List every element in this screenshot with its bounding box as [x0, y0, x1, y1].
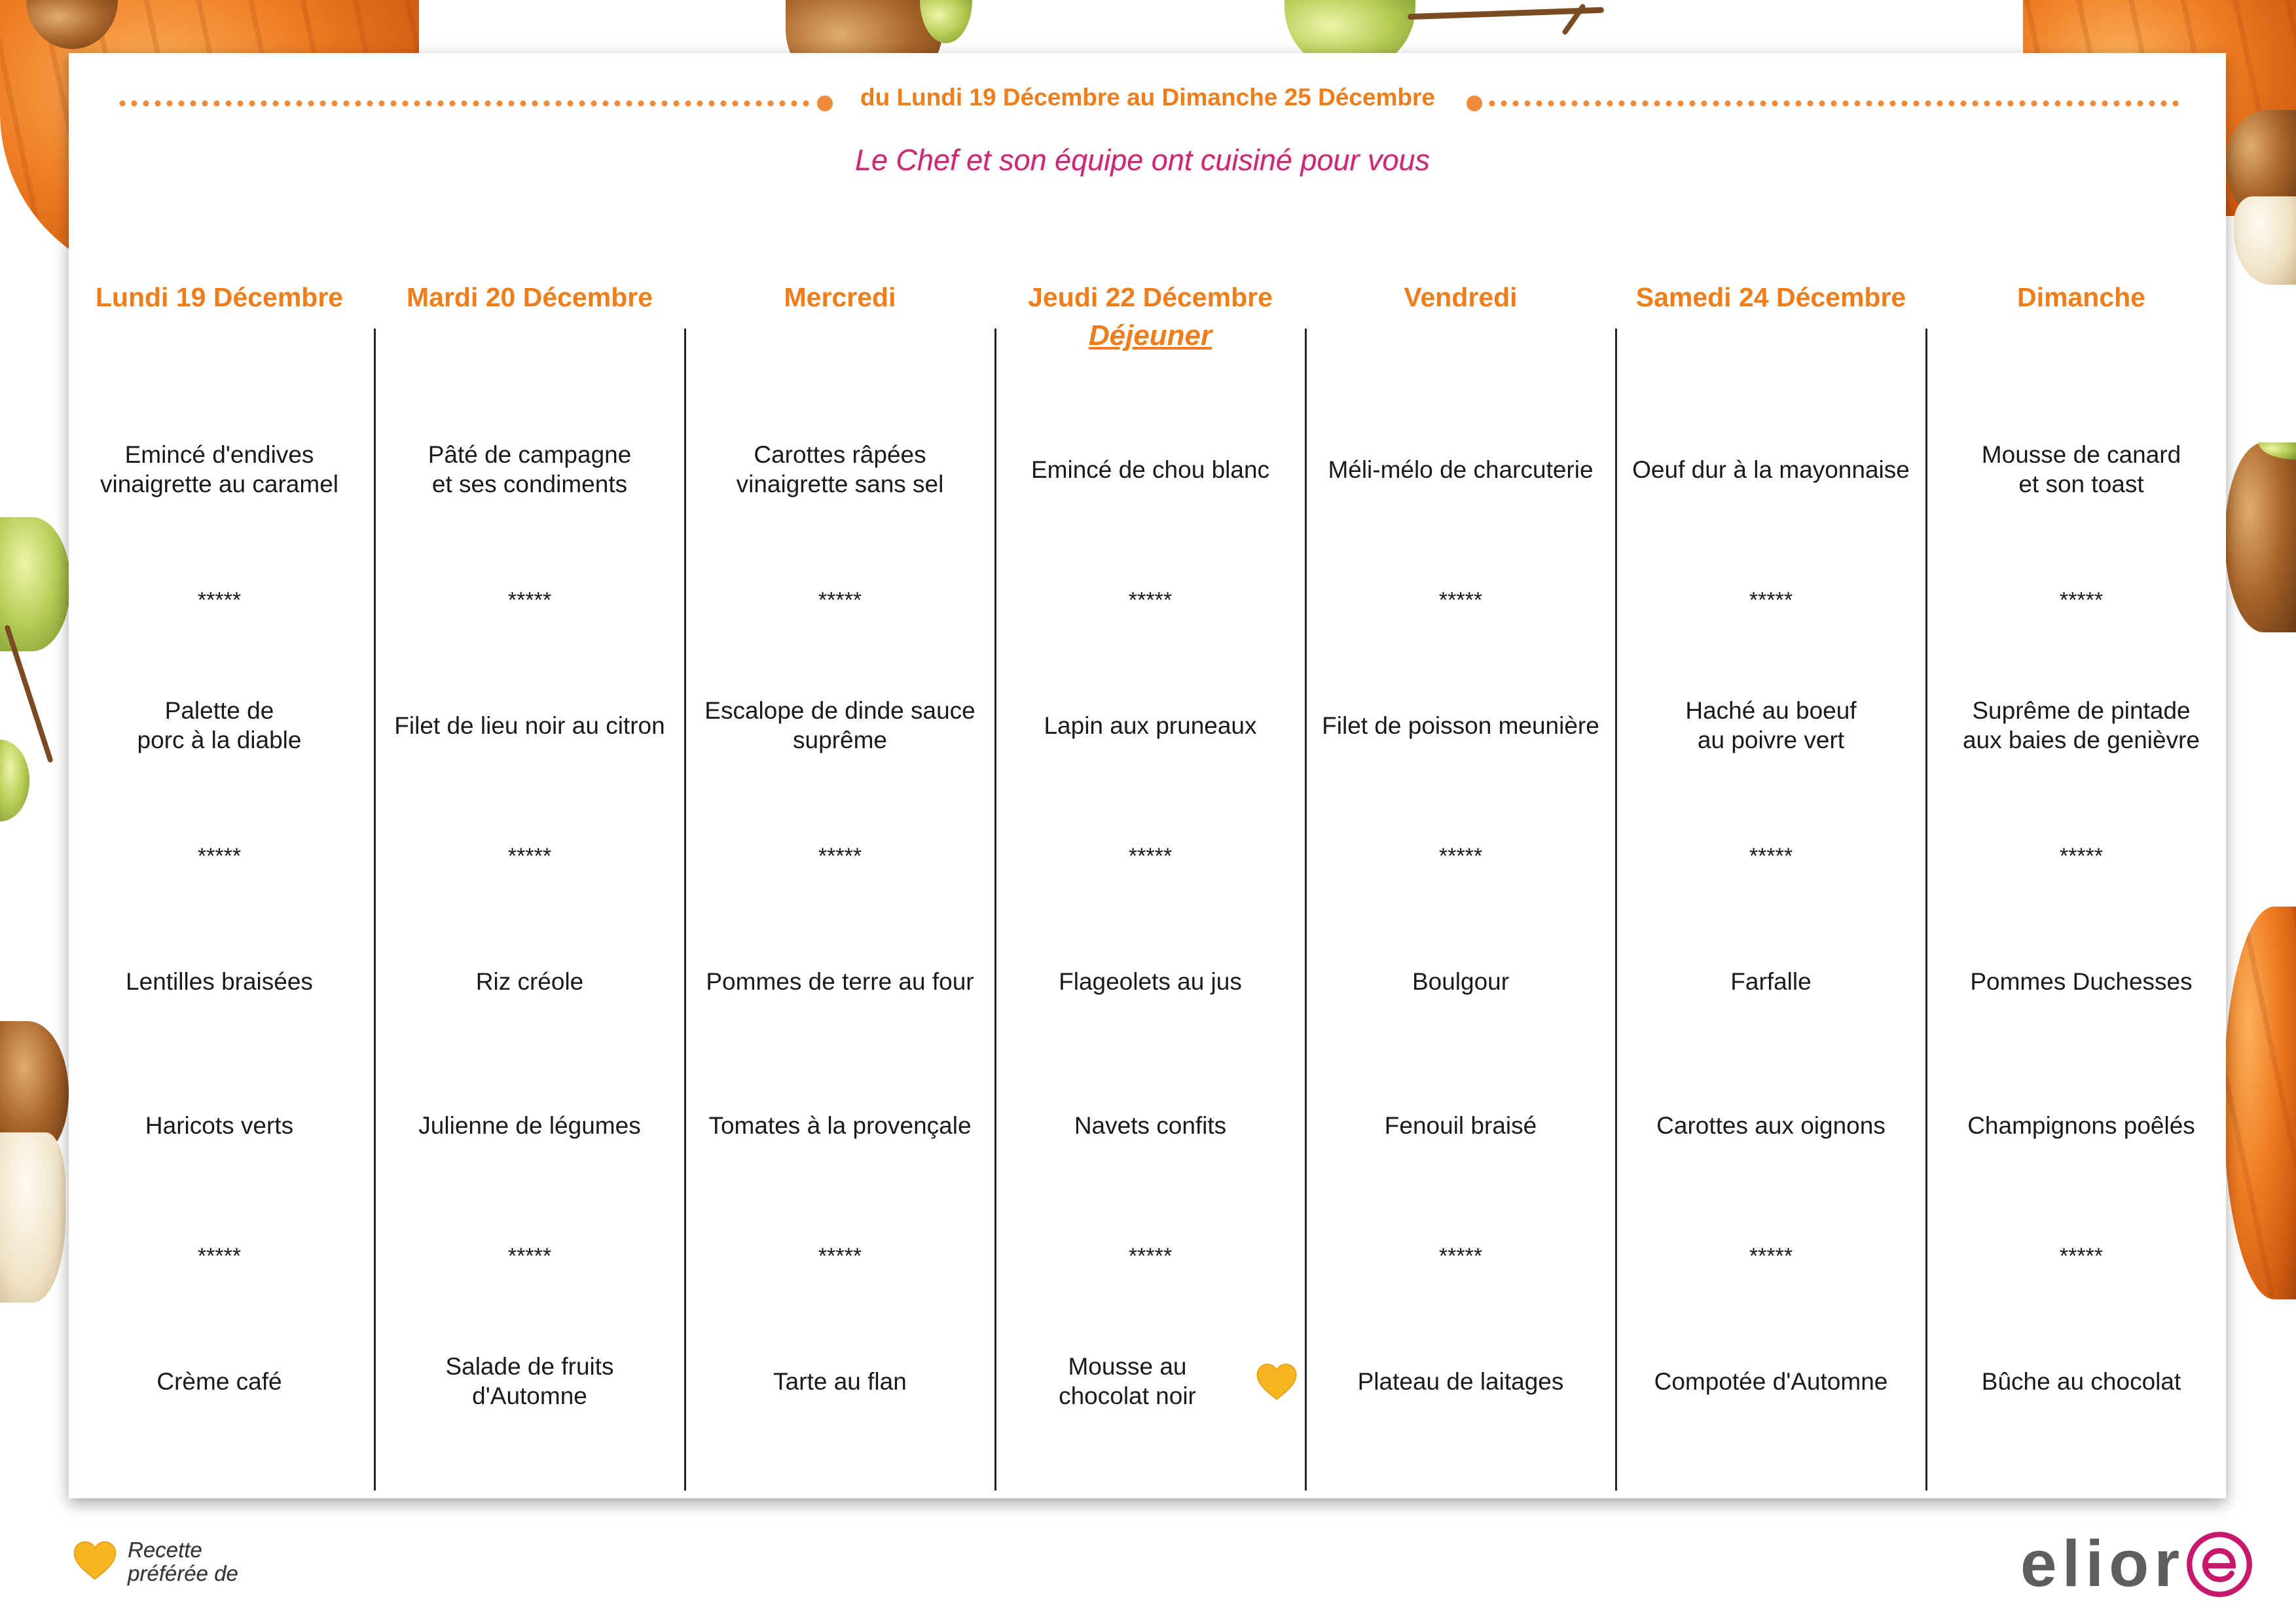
starter: Oeuf dur à la mayonnaise: [1632, 456, 1910, 483]
meal-label: Déjeuner: [1088, 319, 1212, 352]
starter: Carottes râpées vinaigrette sans sel: [736, 441, 944, 497]
day-header: Mardi 20 Décembre: [406, 282, 653, 312]
side-dish: Fenouil braisé: [1384, 1111, 1537, 1139]
course-separator: *****: [197, 1243, 242, 1269]
side-dish: Carottes aux oignons: [1656, 1111, 1886, 1139]
day-column-mercredi: [685, 0, 995, 1506]
course-separator: *****: [1438, 587, 1483, 613]
course-separator: *****: [818, 587, 862, 613]
mushroom-stem-decoration-right: [2234, 196, 2296, 285]
course-separator: *****: [507, 843, 552, 869]
day-column-mardi: [374, 0, 685, 1506]
day-header: Samedi 24 Décembre: [1635, 282, 1906, 312]
course-separator: *****: [1749, 843, 1793, 869]
side-dish: Navets confits: [1074, 1111, 1227, 1139]
side-dish: Julienne de légumes: [418, 1111, 641, 1139]
side-dish: Lentilles braisées: [126, 967, 313, 995]
day-header: Vendredi: [1404, 282, 1518, 312]
dessert: Crème café: [156, 1367, 282, 1395]
starter: Emincé de chou blanc: [1030, 456, 1270, 483]
side-dish: Boulgour: [1412, 967, 1510, 995]
side-dish: Pommes de terre au four: [706, 967, 974, 995]
side-dish: Tomates à la provençale: [708, 1111, 972, 1139]
day-column-vendredi: [1305, 0, 1616, 1506]
day-header: Mercredi: [784, 282, 896, 312]
course-separator: *****: [1438, 843, 1483, 869]
main-course: Lapin aux pruneaux: [1044, 712, 1257, 739]
course-separator: *****: [507, 1243, 552, 1269]
course-separator: *****: [1128, 843, 1173, 869]
course-separator: *****: [818, 1243, 862, 1269]
side-dish: Pommes Duchesses: [1970, 967, 2193, 995]
side-dish: Champignons poêlés: [1967, 1111, 2195, 1139]
side-dish: Haricots verts: [145, 1111, 294, 1139]
main-course: Palette de porc à la diable: [137, 697, 302, 753]
day-header: Jeudi 22 Décembre: [1028, 282, 1273, 312]
mushroom-stem-decoration-left: [0, 1132, 65, 1303]
heart-icon: [70, 1537, 120, 1584]
day-header: Lundi 19 Décembre: [95, 282, 344, 312]
course-separator: *****: [1128, 1243, 1173, 1269]
heart-icon: [1253, 1360, 1300, 1404]
dessert: Bûche au chocolat: [1981, 1367, 2181, 1395]
dessert: Plateau de laitages: [1357, 1367, 1564, 1395]
main-course: Suprême de pintade aux baies de genièvre: [1962, 697, 2200, 753]
day-column-jeudi: [995, 0, 1305, 1506]
course-separator: *****: [2059, 587, 2104, 613]
day-column-samedi: [1616, 0, 1926, 1506]
pear-decoration-left-small: [0, 740, 29, 821]
main-course: Escalope de dinde sauce suprême: [704, 697, 975, 753]
course-separator: *****: [197, 843, 242, 869]
brand-name: elior: [2020, 1527, 2185, 1600]
dessert: Tarte au flan: [773, 1367, 907, 1395]
main-course: Haché au boeuf au poivre vert: [1685, 697, 1857, 753]
starter: Emincé d'endives vinaigrette au caramel: [100, 441, 339, 497]
course-separator: *****: [1438, 1243, 1483, 1269]
favorite-recipe-legend: Recette préférée de: [128, 1538, 238, 1585]
course-separator: *****: [197, 587, 242, 613]
side-dish: Farfalle: [1730, 967, 1812, 995]
main-course: Filet de poisson meunière: [1322, 712, 1599, 739]
day-column-lundi: [64, 0, 374, 1506]
day-column-dimanche: [1926, 0, 2236, 1506]
day-header: Dimanche: [2017, 282, 2145, 312]
course-separator: *****: [1749, 1243, 1793, 1269]
starter: Pâté de campagne et ses condiments: [428, 441, 632, 497]
starter: Mousse de canard et son toast: [1981, 441, 2181, 497]
course-separator: *****: [2059, 1243, 2104, 1269]
side-dish: Flageolets au jus: [1059, 967, 1242, 995]
date-range: du Lundi 19 Décembre au Dimanche 25 Décembre: [860, 84, 1436, 111]
course-separator: *****: [507, 587, 552, 613]
course-separator: *****: [1128, 587, 1173, 613]
elior-e-logo-icon: [2185, 1530, 2253, 1598]
starter: Méli-mélo de charcuterie: [1328, 456, 1594, 483]
dessert: Salade de fruits d'Automne: [445, 1353, 614, 1409]
course-separator: *****: [1749, 587, 1793, 613]
dessert: Compotée d'Automne: [1654, 1367, 1888, 1395]
side-dish: Riz créole: [475, 967, 584, 995]
page-subtitle: Le Chef et son équipe ont cuisiné pour vous: [854, 143, 1430, 177]
main-course: Filet de lieu noir au citron: [394, 712, 665, 739]
dessert: Mousse au chocolat noir: [1059, 1353, 1196, 1409]
course-separator: *****: [818, 843, 862, 869]
course-separator: *****: [2059, 843, 2104, 869]
